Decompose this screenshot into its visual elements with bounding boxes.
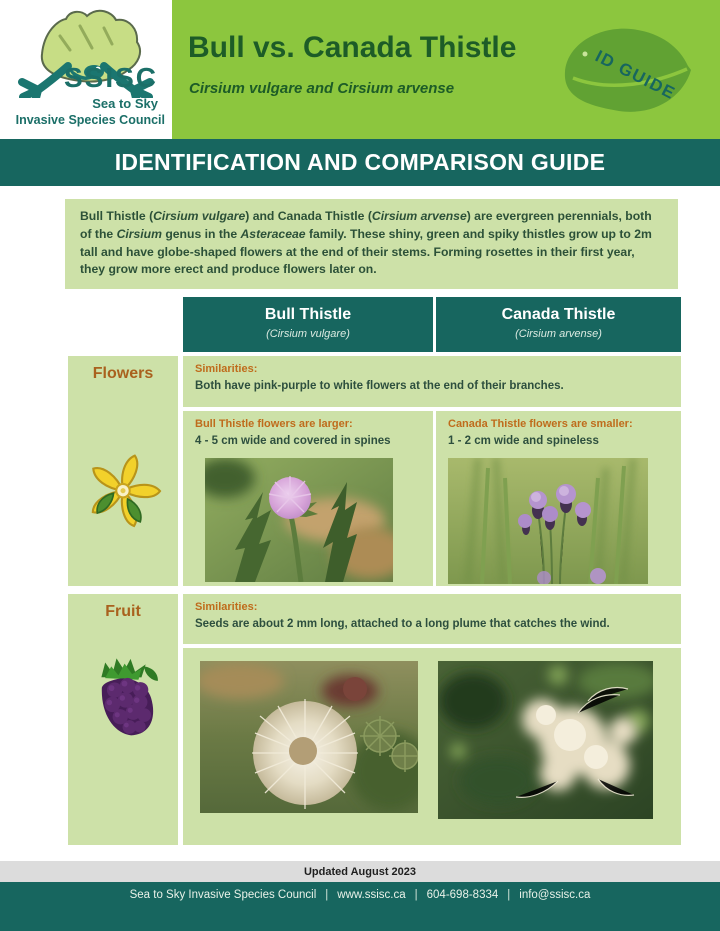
- canada-flowers-cell: [436, 411, 681, 586]
- bull-flowers-text: 4 - 5 cm wide and covered in spines: [195, 435, 391, 447]
- bull-thistle-flower-photo: [205, 458, 393, 582]
- row-label-text: Flowers: [92, 365, 154, 382]
- bull-flowers-heading: Bull Thistle flowers are larger:: [195, 418, 353, 430]
- similarities-text: Seeds are about 2 mm long, attached to a long plume that catches the wind.: [195, 618, 610, 630]
- footer-separator: |: [414, 889, 418, 901]
- row-label-fruit: [68, 594, 178, 845]
- page-subtitle: Cirsium vulgare and Cirsium arvense: [189, 80, 455, 97]
- footer-org-name: Sea to Sky Invasive Species Council: [129, 889, 317, 901]
- column-latin-name: (Cirsium vulgare): [266, 328, 350, 340]
- banner-title: IDENTIFICATION AND COMPARISON GUIDE: [114, 149, 606, 175]
- id-guide-badge-label: ID GUIDE: [592, 46, 679, 104]
- flowers-similarities-cell: [183, 356, 681, 407]
- row-label-flowers: [68, 356, 178, 586]
- canada-thistle-flower-photo: [448, 458, 648, 584]
- footer-separator: |: [325, 889, 329, 901]
- footer-phone: 604-698-8334: [426, 889, 499, 901]
- similarities-text: Both have pink-purple to white flowers at the end of their branches.: [195, 380, 564, 392]
- similarities-heading: Similarities:: [195, 601, 258, 613]
- id-guide-leaf-badge: [557, 20, 697, 122]
- footer-contact-line: [0, 889, 720, 901]
- canada-thistle-seeds-photo: [438, 661, 653, 819]
- column-header-bull-thistle: [183, 297, 433, 352]
- section-banner: [0, 139, 720, 186]
- row-label-text: Fruit: [105, 603, 141, 620]
- blackberry-icon: [80, 651, 166, 743]
- column-name: Bull Thistle: [264, 306, 352, 323]
- updated-date: Updated August 2023: [303, 865, 417, 878]
- footer-separator: |: [507, 889, 511, 901]
- intro-box: [65, 199, 678, 289]
- column-latin-name: (Cirsium arvense): [515, 328, 602, 340]
- flower-icon: [81, 445, 165, 533]
- column-name: Canada Thistle: [501, 306, 616, 323]
- logo-acronym: SSISC: [63, 62, 158, 93]
- logo-panel: [0, 0, 172, 139]
- logo-tagline-1: Sea to Sky: [92, 96, 158, 111]
- logo-tagline-2: Invasive Species Council: [15, 113, 165, 127]
- footer-email-link[interactable]: info@ssisc.ca: [519, 889, 591, 901]
- fruit-similarities-cell: [183, 594, 681, 644]
- bull-flowers-cell: [183, 411, 433, 586]
- footer-updated-band: [0, 861, 720, 882]
- footer-contact-band: [0, 882, 720, 931]
- similarities-heading: Similarities:: [195, 363, 258, 375]
- canada-flowers-heading: Canada Thistle flowers are smaller:: [448, 418, 633, 430]
- canada-flowers-text: 1 - 2 cm wide and spineless: [448, 435, 599, 447]
- fruit-photos-cell: [183, 648, 681, 845]
- header-band: [172, 0, 720, 139]
- bull-thistle-seedhead-photo: [200, 661, 418, 813]
- footer-website-link[interactable]: www.ssisc.ca: [337, 889, 406, 901]
- column-header-canada-thistle: [436, 297, 681, 352]
- page-title: Bull vs. Canada Thistle: [188, 31, 517, 64]
- intro-paragraph: Bull Thistle (Cirsium vulgare) and Canada Thistle (Cirsium arvense) are evergreen perennials, both of the Cirsium genus in the Asteraceae family. These shiny, green and spiky thistles grow up to 2m tall and have globe-shaped flowers at the end of their stems. Forming rosettes in their first year, they grow more erect and produce flowers later on.: [80, 209, 652, 277]
